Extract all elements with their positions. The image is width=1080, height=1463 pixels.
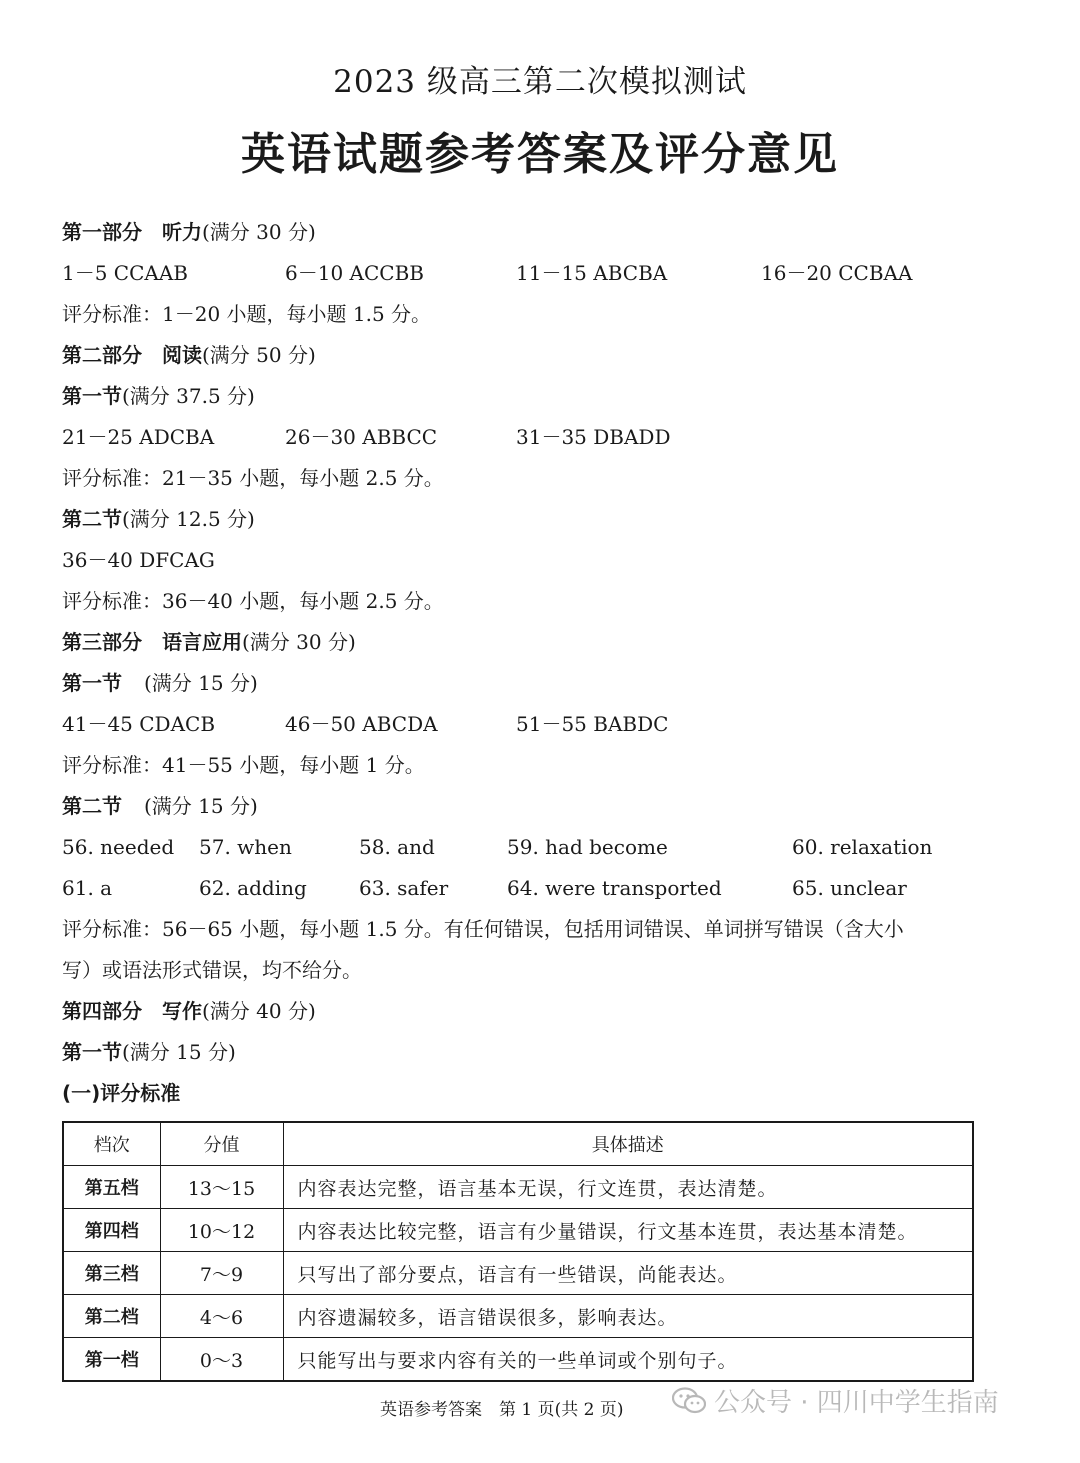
part3-section1-answers bbox=[62, 704, 1022, 745]
answer-group: 36－40 DFCAG bbox=[62, 548, 215, 572]
answer-group: 21－25 ADCBA bbox=[62, 425, 215, 449]
grade-description: 内容遗漏较多，语言错误很多，影响表达。 bbox=[283, 1295, 973, 1338]
grade-level: 第二档 bbox=[63, 1295, 160, 1338]
section-title: 第一节 bbox=[62, 384, 122, 408]
grade-level: 第一档 bbox=[63, 1338, 160, 1382]
table-row bbox=[63, 1295, 973, 1338]
part3-section2-criteria-line2: 写）或语法形式错误，均不给分。 bbox=[62, 958, 362, 982]
part2-section2-criteria: 评分标准：36－40 小题，每小题 2.5 分。 bbox=[62, 589, 444, 613]
part4-section1-heading bbox=[62, 1032, 1022, 1073]
section-title: 第一节 bbox=[62, 671, 122, 695]
part1-score: (满分 30 分) bbox=[202, 220, 316, 244]
part2-section1-answers bbox=[62, 417, 1022, 458]
fill-answer: 63. safer bbox=[359, 876, 449, 900]
answer-group: 31－35 DBADD bbox=[516, 425, 671, 449]
part4-heading bbox=[62, 991, 1022, 1032]
page-footer: 英语参考答案 第 1 页(共 2 页) bbox=[380, 1400, 624, 1420]
part2-section1-criteria: 评分标准：21－35 小题，每小题 2.5 分。 bbox=[62, 466, 444, 490]
fill-answer: 57. when bbox=[199, 835, 292, 859]
column-header-score: 分值 bbox=[160, 1122, 283, 1166]
section-score: (满分 15 分) bbox=[122, 1040, 236, 1064]
part3-section2-heading bbox=[62, 786, 1022, 827]
exam-subtitle: 2023 级高三第二次模拟测试 bbox=[333, 64, 747, 100]
grade-score: 0～3 bbox=[160, 1338, 283, 1382]
answer-content bbox=[62, 212, 1022, 1114]
table-row bbox=[63, 1252, 973, 1295]
column-header-level: 档次 bbox=[63, 1122, 160, 1166]
part4-title: 第四部分 写作 bbox=[62, 999, 202, 1023]
page-title: 英语试题参考答案及评分意见 bbox=[241, 129, 839, 180]
table-row bbox=[63, 1166, 973, 1209]
part1-heading bbox=[62, 212, 1022, 253]
part3-section2-row2 bbox=[62, 868, 1022, 909]
fill-answer: 58. and bbox=[359, 835, 435, 859]
fill-answer: 65. unclear bbox=[792, 876, 907, 900]
part2-section2-heading bbox=[62, 499, 1022, 540]
answer-group: 1－5 CCAAB bbox=[62, 261, 188, 285]
section-title: 第二节 bbox=[62, 794, 122, 818]
part1-title: 第一部分 听力 bbox=[62, 220, 202, 244]
answer-group: 41－45 CDACB bbox=[62, 712, 216, 736]
answer-group: 51－55 BABDC bbox=[516, 712, 669, 736]
part3-section1-criteria: 评分标准：41－55 小题，每小题 1 分。 bbox=[62, 753, 425, 777]
answer-group: 6－10 ACCBB bbox=[285, 261, 424, 285]
part3-section1-heading bbox=[62, 663, 1022, 704]
answer-group: 46－50 ABCDA bbox=[285, 712, 438, 736]
part2-score: (满分 50 分) bbox=[202, 343, 316, 367]
grade-description: 内容表达完整，语言基本无误，行文连贯，表达清楚。 bbox=[283, 1166, 973, 1209]
grade-score: 4～6 bbox=[160, 1295, 283, 1338]
part1-answers bbox=[62, 253, 1022, 294]
grade-score: 7～9 bbox=[160, 1252, 283, 1295]
fill-answer: 60. relaxation bbox=[792, 835, 933, 859]
answer-group: 11－15 ABCBA bbox=[516, 261, 668, 285]
part2-section1-heading bbox=[62, 376, 1022, 417]
section-score: (满分 15 分) bbox=[144, 794, 258, 818]
grade-level: 第四档 bbox=[63, 1209, 160, 1252]
section-score: (满分 15 分) bbox=[144, 671, 258, 695]
answer-group: 16－20 CCBAA bbox=[761, 261, 913, 285]
fill-answer: 61. a bbox=[62, 876, 113, 900]
column-header-description: 具体描述 bbox=[283, 1122, 973, 1166]
section-title: 第一节 bbox=[62, 1040, 122, 1064]
grading-table bbox=[62, 1121, 974, 1382]
fill-answer: 62. adding bbox=[199, 876, 307, 900]
answer-group: 26－30 ABBCC bbox=[285, 425, 438, 449]
part4-score: (满分 40 分) bbox=[202, 999, 316, 1023]
watermark-text: 公众号 · 四川中学生指南 bbox=[714, 1388, 999, 1418]
section-score: (满分 37.5 分) bbox=[122, 384, 255, 408]
criteria-subheading: (一)评分标准 bbox=[62, 1081, 181, 1105]
section-score: (满分 12.5 分) bbox=[122, 507, 255, 531]
table-row bbox=[63, 1338, 973, 1382]
part3-score: (满分 30 分) bbox=[242, 630, 356, 654]
table-row bbox=[63, 1209, 973, 1252]
part2-section2-answers bbox=[62, 540, 1022, 581]
part3-section2-criteria-line1: 评分标准：56－65 小题，每小题 1.5 分。有任何错误，包括用词错误、单词拼写错误（含大小 bbox=[62, 917, 904, 941]
part3-section2-row1 bbox=[62, 827, 1022, 868]
part3-heading bbox=[62, 622, 1022, 663]
grade-score: 13～15 bbox=[160, 1166, 283, 1209]
grade-description: 只写出了部分要点，语言有一些错误，尚能表达。 bbox=[283, 1252, 973, 1295]
part3-title: 第三部分 语言应用 bbox=[62, 630, 242, 654]
fill-answer: 64. were transported bbox=[507, 876, 722, 900]
section-title: 第二节 bbox=[62, 507, 122, 531]
table-header-row bbox=[63, 1122, 973, 1166]
watermark bbox=[672, 1382, 999, 1419]
grade-score: 10～12 bbox=[160, 1209, 283, 1252]
grade-level: 第五档 bbox=[63, 1166, 160, 1209]
grade-description: 只能写出与要求内容有关的一些单词或个别句子。 bbox=[283, 1338, 973, 1382]
grade-description: 内容表达比较完整，语言有少量错误，行文基本连贯，表达基本清楚。 bbox=[283, 1209, 973, 1252]
wechat-icon bbox=[672, 1387, 706, 1415]
fill-answer: 59. had become bbox=[507, 835, 668, 859]
part2-heading bbox=[62, 335, 1022, 376]
fill-answer: 56. needed bbox=[62, 835, 175, 859]
grade-level: 第三档 bbox=[63, 1252, 160, 1295]
part2-title: 第二部分 阅读 bbox=[62, 343, 202, 367]
part1-criteria: 评分标准：1－20 小题，每小题 1.5 分。 bbox=[62, 302, 432, 326]
